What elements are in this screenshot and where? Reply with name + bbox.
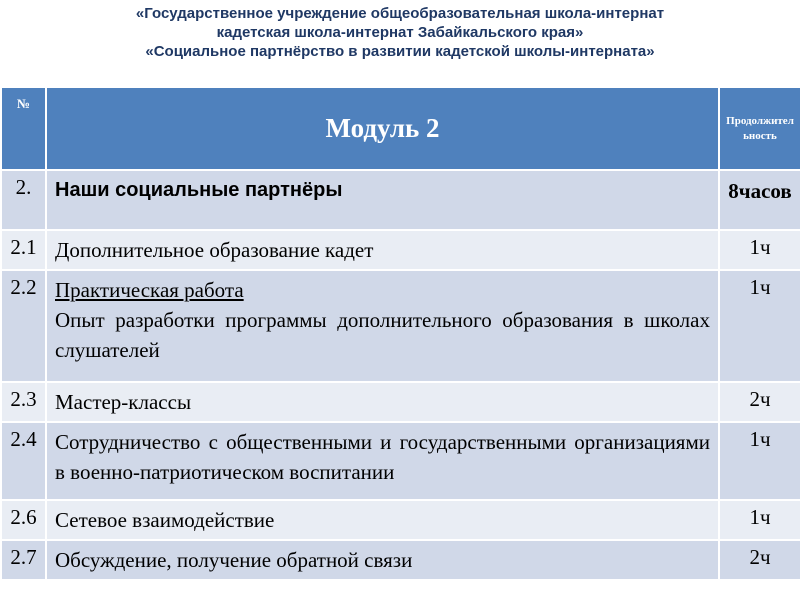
row-number: 2.7 bbox=[1, 540, 46, 580]
row-number: 2.6 bbox=[1, 500, 46, 540]
table-row bbox=[1, 170, 800, 230]
table-header-row bbox=[1, 87, 800, 170]
table-row bbox=[1, 382, 800, 422]
row-duration: 1ч bbox=[719, 422, 800, 500]
header-line-2: кадетская школа-интернат Забайкальского края» bbox=[216, 24, 584, 41]
row-content bbox=[46, 270, 719, 382]
row-duration: 2ч bbox=[719, 540, 800, 580]
row-duration: 1ч bbox=[719, 270, 800, 382]
row-title: Сотрудничество с общественными и государственными организациями в военно-патриотическом воспитании bbox=[46, 422, 719, 500]
row-title: Сетевое взаимодействие bbox=[46, 500, 719, 540]
row-subtitle: Опыт разработки программы дополнительного образования в школах слушателей bbox=[55, 308, 710, 362]
column-header-module: Модуль 2 bbox=[46, 87, 719, 170]
table-row bbox=[1, 422, 800, 500]
column-header-number: № bbox=[1, 87, 46, 170]
table-row bbox=[1, 270, 800, 382]
row-title: Дополнительное образование кадет bbox=[46, 230, 719, 270]
row-title: Обсуждение, получение обратной связи bbox=[46, 540, 719, 580]
row-duration: 8часов bbox=[719, 170, 800, 230]
table-row bbox=[1, 230, 800, 270]
row-title: Практическая работа bbox=[55, 278, 244, 302]
module-table bbox=[0, 86, 800, 581]
row-number: 2.1 bbox=[1, 230, 46, 270]
row-number: 2.3 bbox=[1, 382, 46, 422]
row-title: Мастер-классы bbox=[46, 382, 719, 422]
column-header-duration: Продолжительность bbox=[719, 87, 800, 170]
row-number: 2. bbox=[1, 170, 46, 230]
row-duration: 1ч bbox=[719, 230, 800, 270]
table-row bbox=[1, 500, 800, 540]
row-number: 2.4 bbox=[1, 422, 46, 500]
row-duration: 1ч bbox=[719, 500, 800, 540]
header-line-3: «Социальное партнёрство в развитии кадетской школы-интерната» bbox=[145, 43, 655, 60]
row-duration: 2ч bbox=[719, 382, 800, 422]
row-title: Наши социальные партнёры bbox=[46, 170, 719, 230]
table-row bbox=[1, 540, 800, 580]
document-header bbox=[0, 0, 800, 88]
header-line-1: «Государственное учреждение общеобразовательная школа-интернат bbox=[135, 5, 665, 22]
row-number: 2.2 bbox=[1, 270, 46, 382]
